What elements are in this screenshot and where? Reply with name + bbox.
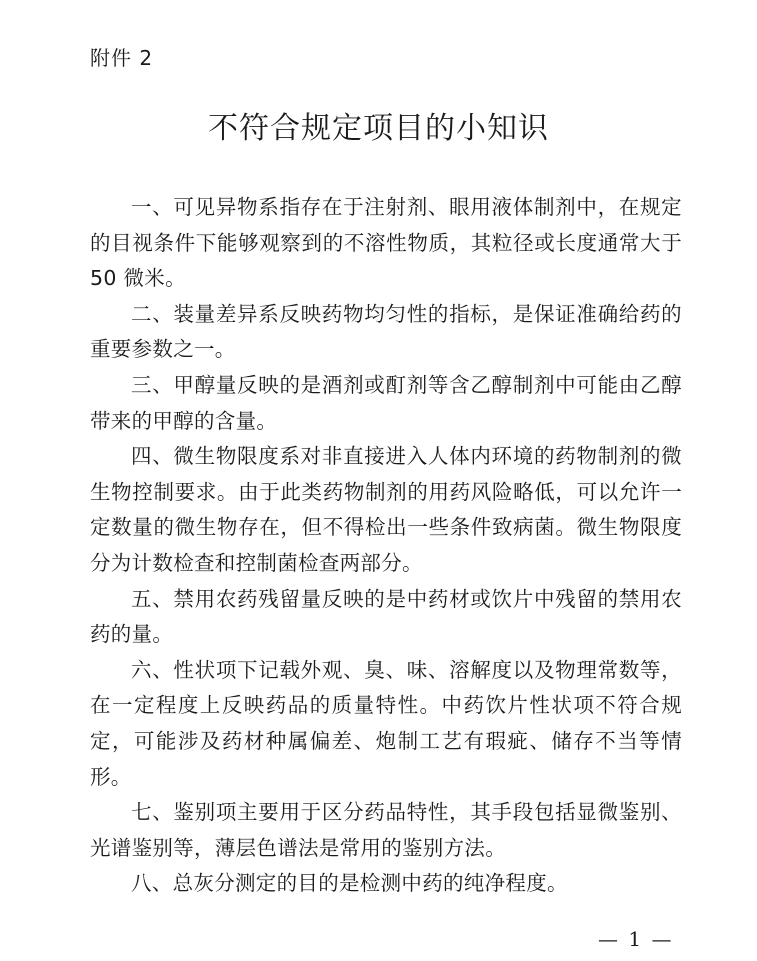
paragraph: 一、可见异物系指存在于注射剂、眼用液体制剂中，在规定的目视条件下能够观察到的不溶性物质，其粒径或长度通常大于50 微米。 (90, 195, 682, 291)
paragraph: 三、甲醇量反映的是酒剂或酊剂等含乙醇制剂中可能由乙醇带来的甲醇的含量。 (90, 372, 682, 433)
paragraph: 八、总灰分测定的目的是检测中药的纯净程度。 (131, 871, 568, 896)
paragraph: 六、性状项下记载外观、臭、味、溶解度以及物理常数等，在一定程度上反映药品的质量特性。中药饮片性状项不符合规定，可能涉及药材种属偏差、炮制工艺有瑕疵、储存不当等情形。 (90, 657, 682, 789)
paragraph: 五、禁用农药残留量反映的是中药材或饮片中残留的禁用农药的量。 (90, 586, 682, 647)
paragraph: 四、微生物限度系对非直接进入人体内环境的药物制剂的微生物控制要求。由于此类药物制剂的用药风险略低，可以允许一定数量的微生物存在，但不得检出一些条件致病菌。微生物限度分为计数检查和控制菌检查两部分。 (90, 444, 682, 575)
paragraph: 七、鉴别项主要用于区分药品特性，其手段包括显微鉴别、光谱鉴别等，薄层色谱法是常用的鉴别方法。 (90, 800, 682, 860)
page-number: — 1 — (598, 927, 674, 951)
page-title: 不符合规定项目的小知识 (208, 111, 549, 146)
paragraph: 二、装量差异系反映药物均匀性的指标，是保证准确给药的重要参数之一。 (90, 301, 682, 362)
attachment-label: 附件 2 (90, 46, 154, 70)
document-body (90, 190, 682, 902)
